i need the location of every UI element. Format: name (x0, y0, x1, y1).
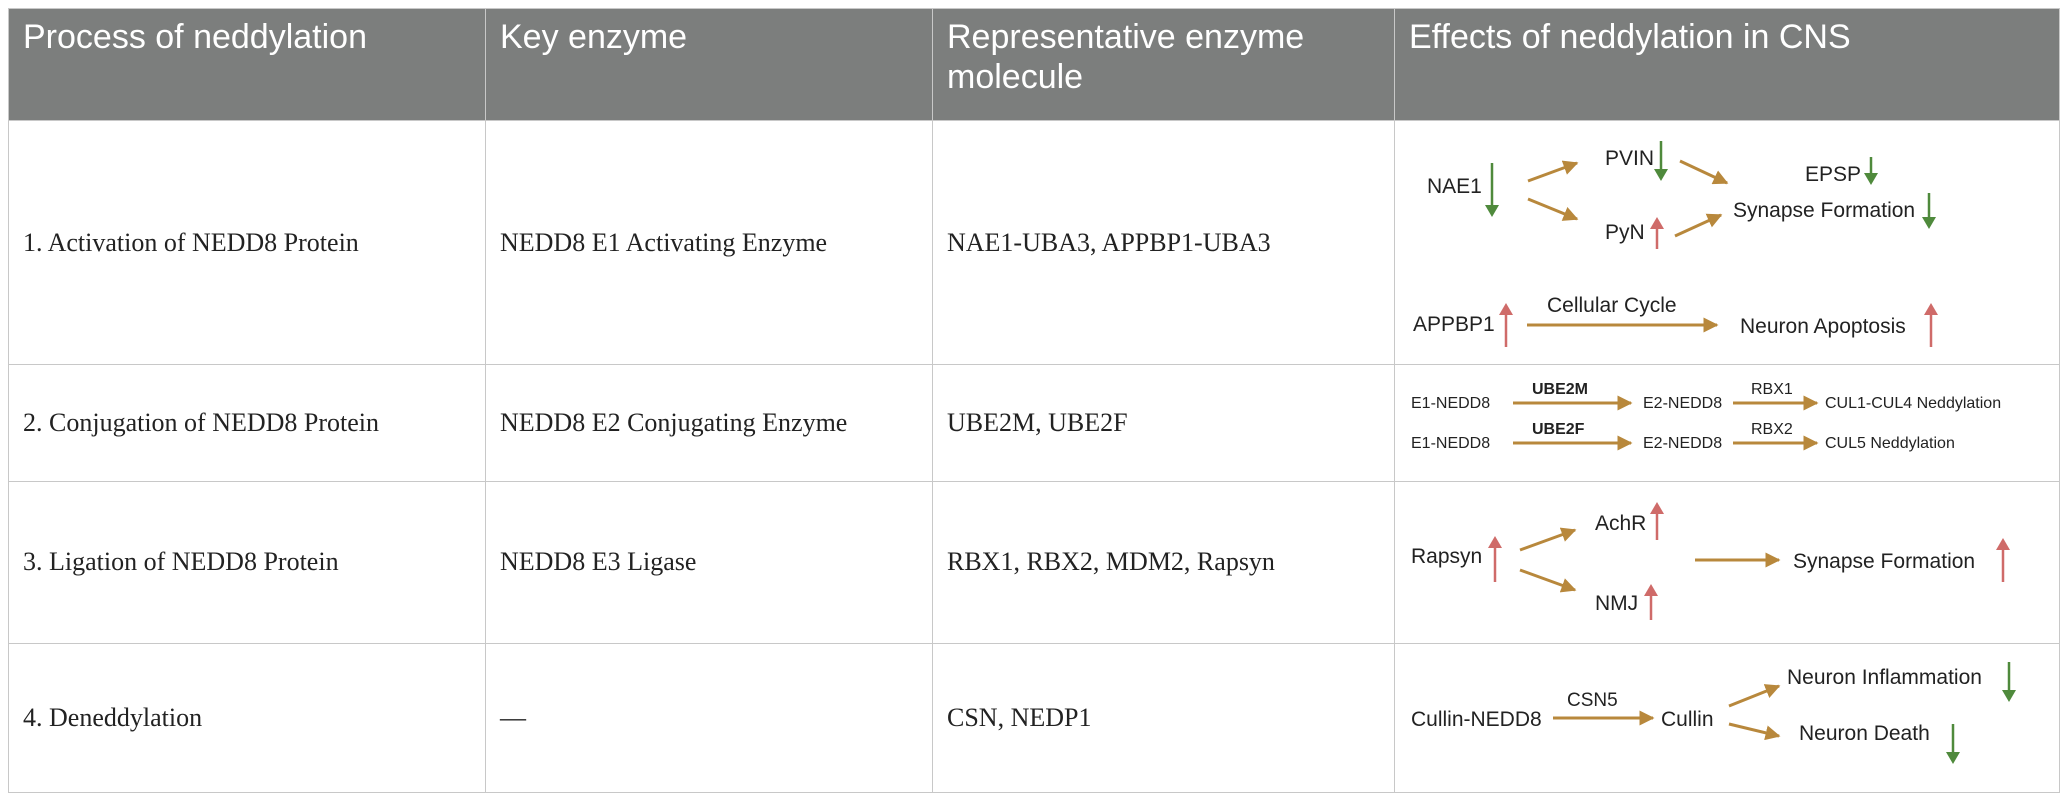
key-enzyme-cell: — (486, 644, 933, 793)
key-enzyme-cell: NEDD8 E1 Activating Enzyme (486, 121, 933, 365)
process-cell: 3. Ligation of NEDD8 Protein (9, 481, 486, 644)
effects-cell (1395, 644, 2060, 793)
increase-arrow-icon (1924, 303, 1938, 347)
arrow (1680, 161, 1727, 183)
process-cell: 1. Activation of NEDD8 Protein (9, 121, 486, 365)
activation-effects-diagram (1395, 121, 2060, 364)
e1-nedd8-label: E1-NEDD8 (1411, 435, 1491, 453)
molecule-cell: RBX1, RBX2, MDM2, Rapsyn (933, 481, 1395, 644)
neuron-death-label: Neuron Death (1799, 722, 1930, 746)
synapse-formation-label: Synapse Formation (1733, 199, 1916, 222)
arrow (1528, 163, 1577, 181)
csn5-label: CSN5 (1567, 690, 1618, 712)
neuron-inflammation-label: Neuron Inflammation (1787, 666, 1982, 690)
achr-label: AchR (1595, 511, 1647, 535)
ligation-effects-diagram (1395, 482, 2060, 644)
nmj-label: NMJ (1595, 591, 1639, 615)
decrease-arrow-icon (1922, 193, 1936, 229)
header-row (9, 9, 2060, 121)
molecule-cell: CSN, NEDP1 (933, 644, 1395, 793)
deneddylation-effects-diagram (1395, 644, 2060, 792)
header-effects: Effects of neddylation in CNS (1395, 9, 2060, 121)
effects-cell (1395, 481, 2060, 644)
increase-arrow-icon (1996, 538, 2010, 582)
pvin-label: PVIN (1605, 147, 1655, 170)
arrow (1729, 724, 1779, 736)
decrease-arrow-icon (1946, 724, 1960, 764)
increase-arrow-icon (1644, 584, 1658, 620)
e2-nedd8-label: E2-NEDD8 (1643, 395, 1723, 413)
process-cell: 2. Conjugation of NEDD8 Protein (9, 365, 486, 482)
molecule-cell: NAE1-UBA3, APPBP1-UBA3 (933, 121, 1395, 365)
synapse-formation-label: Synapse Formation (1793, 549, 1976, 573)
key-enzyme-cell: NEDD8 E3 Ligase (486, 481, 933, 644)
conjugation-effects-diagram (1395, 365, 2060, 481)
pyn-label: PyN (1605, 221, 1645, 244)
appbp1-label: APPBP1 (1413, 313, 1495, 336)
nae1-label: NAE1 (1427, 175, 1482, 198)
key-enzyme-cell: NEDD8 E2 Conjugating Enzyme (486, 365, 933, 482)
e1-nedd8-label: E1-NEDD8 (1411, 395, 1491, 413)
decrease-arrow-icon (2002, 662, 2016, 702)
decrease-arrow-icon (1864, 157, 1878, 185)
arrow (1729, 686, 1779, 706)
arrow (1520, 530, 1575, 550)
effects-cell (1395, 121, 2060, 365)
neuron-apoptosis-label: Neuron Apoptosis (1740, 315, 1906, 338)
header-molecule: Representative enzyme molecule (933, 9, 1395, 121)
rapsyn-label: Rapsyn (1411, 544, 1483, 568)
cul1-cul4-neddylation-label: CUL1-CUL4 Neddylation (1825, 395, 2002, 413)
rbx1-label: RBX1 (1751, 381, 1793, 399)
ube2f-label: UBE2F (1532, 421, 1585, 439)
increase-arrow-icon (1650, 217, 1664, 249)
decrease-arrow-icon (1654, 141, 1668, 181)
neddylation-table (8, 8, 2060, 793)
decrease-arrow-icon (1485, 163, 1499, 217)
effects-cell (1395, 365, 2060, 482)
cullin-nedd8-label: Cullin-NEDD8 (1411, 708, 1542, 732)
arrow (1528, 199, 1577, 219)
cul5-neddylation-label: CUL5 Neddylation (1825, 435, 1955, 453)
increase-arrow-icon (1650, 502, 1664, 540)
process-cell: 4. Deneddylation (9, 644, 486, 793)
molecule-cell: UBE2M, UBE2F (933, 365, 1395, 482)
table-row (9, 365, 2060, 482)
header-key-enzyme: Key enzyme (486, 9, 933, 121)
rbx2-label: RBX2 (1751, 421, 1793, 439)
arrow (1675, 215, 1721, 236)
epsp-label: EPSP (1805, 163, 1862, 186)
cullin-label: Cullin (1661, 708, 1714, 732)
increase-arrow-icon (1488, 536, 1502, 582)
table-row (9, 121, 2060, 365)
table-row (9, 644, 2060, 793)
ube2m-label: UBE2M (1532, 381, 1589, 399)
e2-nedd8-label: E2-NEDD8 (1643, 435, 1723, 453)
header-process: Process of neddylation (9, 9, 486, 121)
arrow (1520, 570, 1575, 590)
table-row (9, 481, 2060, 644)
increase-arrow-icon (1499, 303, 1513, 347)
cellular-cycle-label: Cellular Cycle (1547, 294, 1677, 317)
